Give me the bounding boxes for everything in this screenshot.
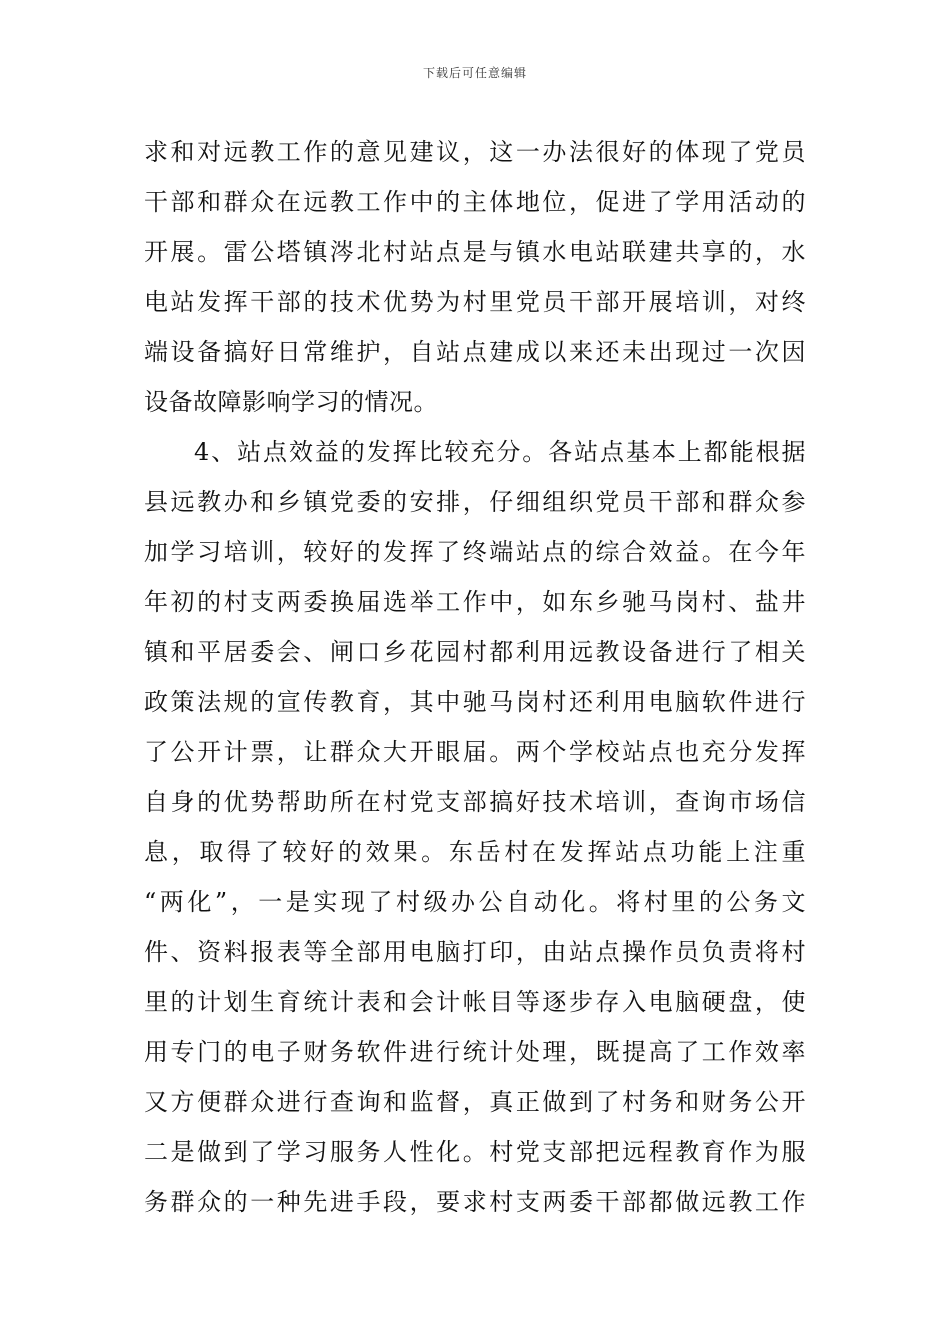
page-header: 下载后可任意编辑 <box>422 66 527 80</box>
text-line: 自身的优势帮助所在村党支部搞好技术培训，查询市场信 <box>144 788 806 816</box>
text-line: 务群众的一种先进手段，要求村支两委干部都做远教工作 <box>144 1188 806 1216</box>
text-line: 里的计划生育统计表和会计帐目等逐步存入电脑硬盘，使 <box>144 988 806 1016</box>
text-line: 息，取得了较好的效果。东岳村在发挥站点功能上注重 <box>144 838 806 866</box>
text-line: 求和对远教工作的意见建议，这一办法很好的体现了党员 <box>144 138 806 166</box>
text-line: 年初的村支两委换届选举工作中，如东乡驰马岗村、盐井 <box>144 588 806 616</box>
text-line: 加学习培训，较好的发挥了终端站点的综合效益。在今年 <box>144 538 806 566</box>
document-body <box>144 127 806 1227</box>
text-line: 用专门的电子财务软件进行统计处理，既提高了工作效率 <box>144 1038 806 1066</box>
text-line: 了公开计票，让群众大开眼届。两个学校站点也充分发挥 <box>144 738 806 766</box>
text-line: 县远教办和乡镇党委的安排，仔细组织党员干部和群众参 <box>144 488 806 516</box>
text-line: 设备故障影响学习的情况。 <box>144 388 438 416</box>
text-line: 干部和群众在远教工作中的主体地位，促进了学用活动的 <box>144 188 806 216</box>
text-line: 端设备搞好日常维护，自站点建成以来还未出现过一次因 <box>144 338 806 366</box>
text-line: 又方便群众进行查询和监督，真正做到了村务和财务公开 <box>144 1088 806 1116</box>
text-line: 4、站点效益的发挥比较充分。各站点基本上都能根据 <box>194 438 806 466</box>
text-line: “两化”，一是实现了村级办公自动化。将村里的公务文 <box>144 888 806 916</box>
paragraph-1 <box>144 127 806 427</box>
text-line: 政策法规的宣传教育，其中驰马岗村还利用电脑软件进行 <box>144 688 806 716</box>
paragraph-2 <box>144 427 806 1227</box>
text-line: 开展。雷公塔镇涔北村站点是与镇水电站联建共享的，水 <box>144 238 806 266</box>
text-line: 件、资料报表等全部用电脑打印，由站点操作员负责将村 <box>144 938 806 966</box>
text-line: 电站发挥干部的技术优势为村里党员干部开展培训，对终 <box>144 288 806 316</box>
text-line: 二是做到了学习服务人性化。村党支部把远程教育作为服 <box>144 1138 806 1166</box>
text-line: 镇和平居委会、闸口乡花园村都利用远教设备进行了相关 <box>144 638 806 666</box>
